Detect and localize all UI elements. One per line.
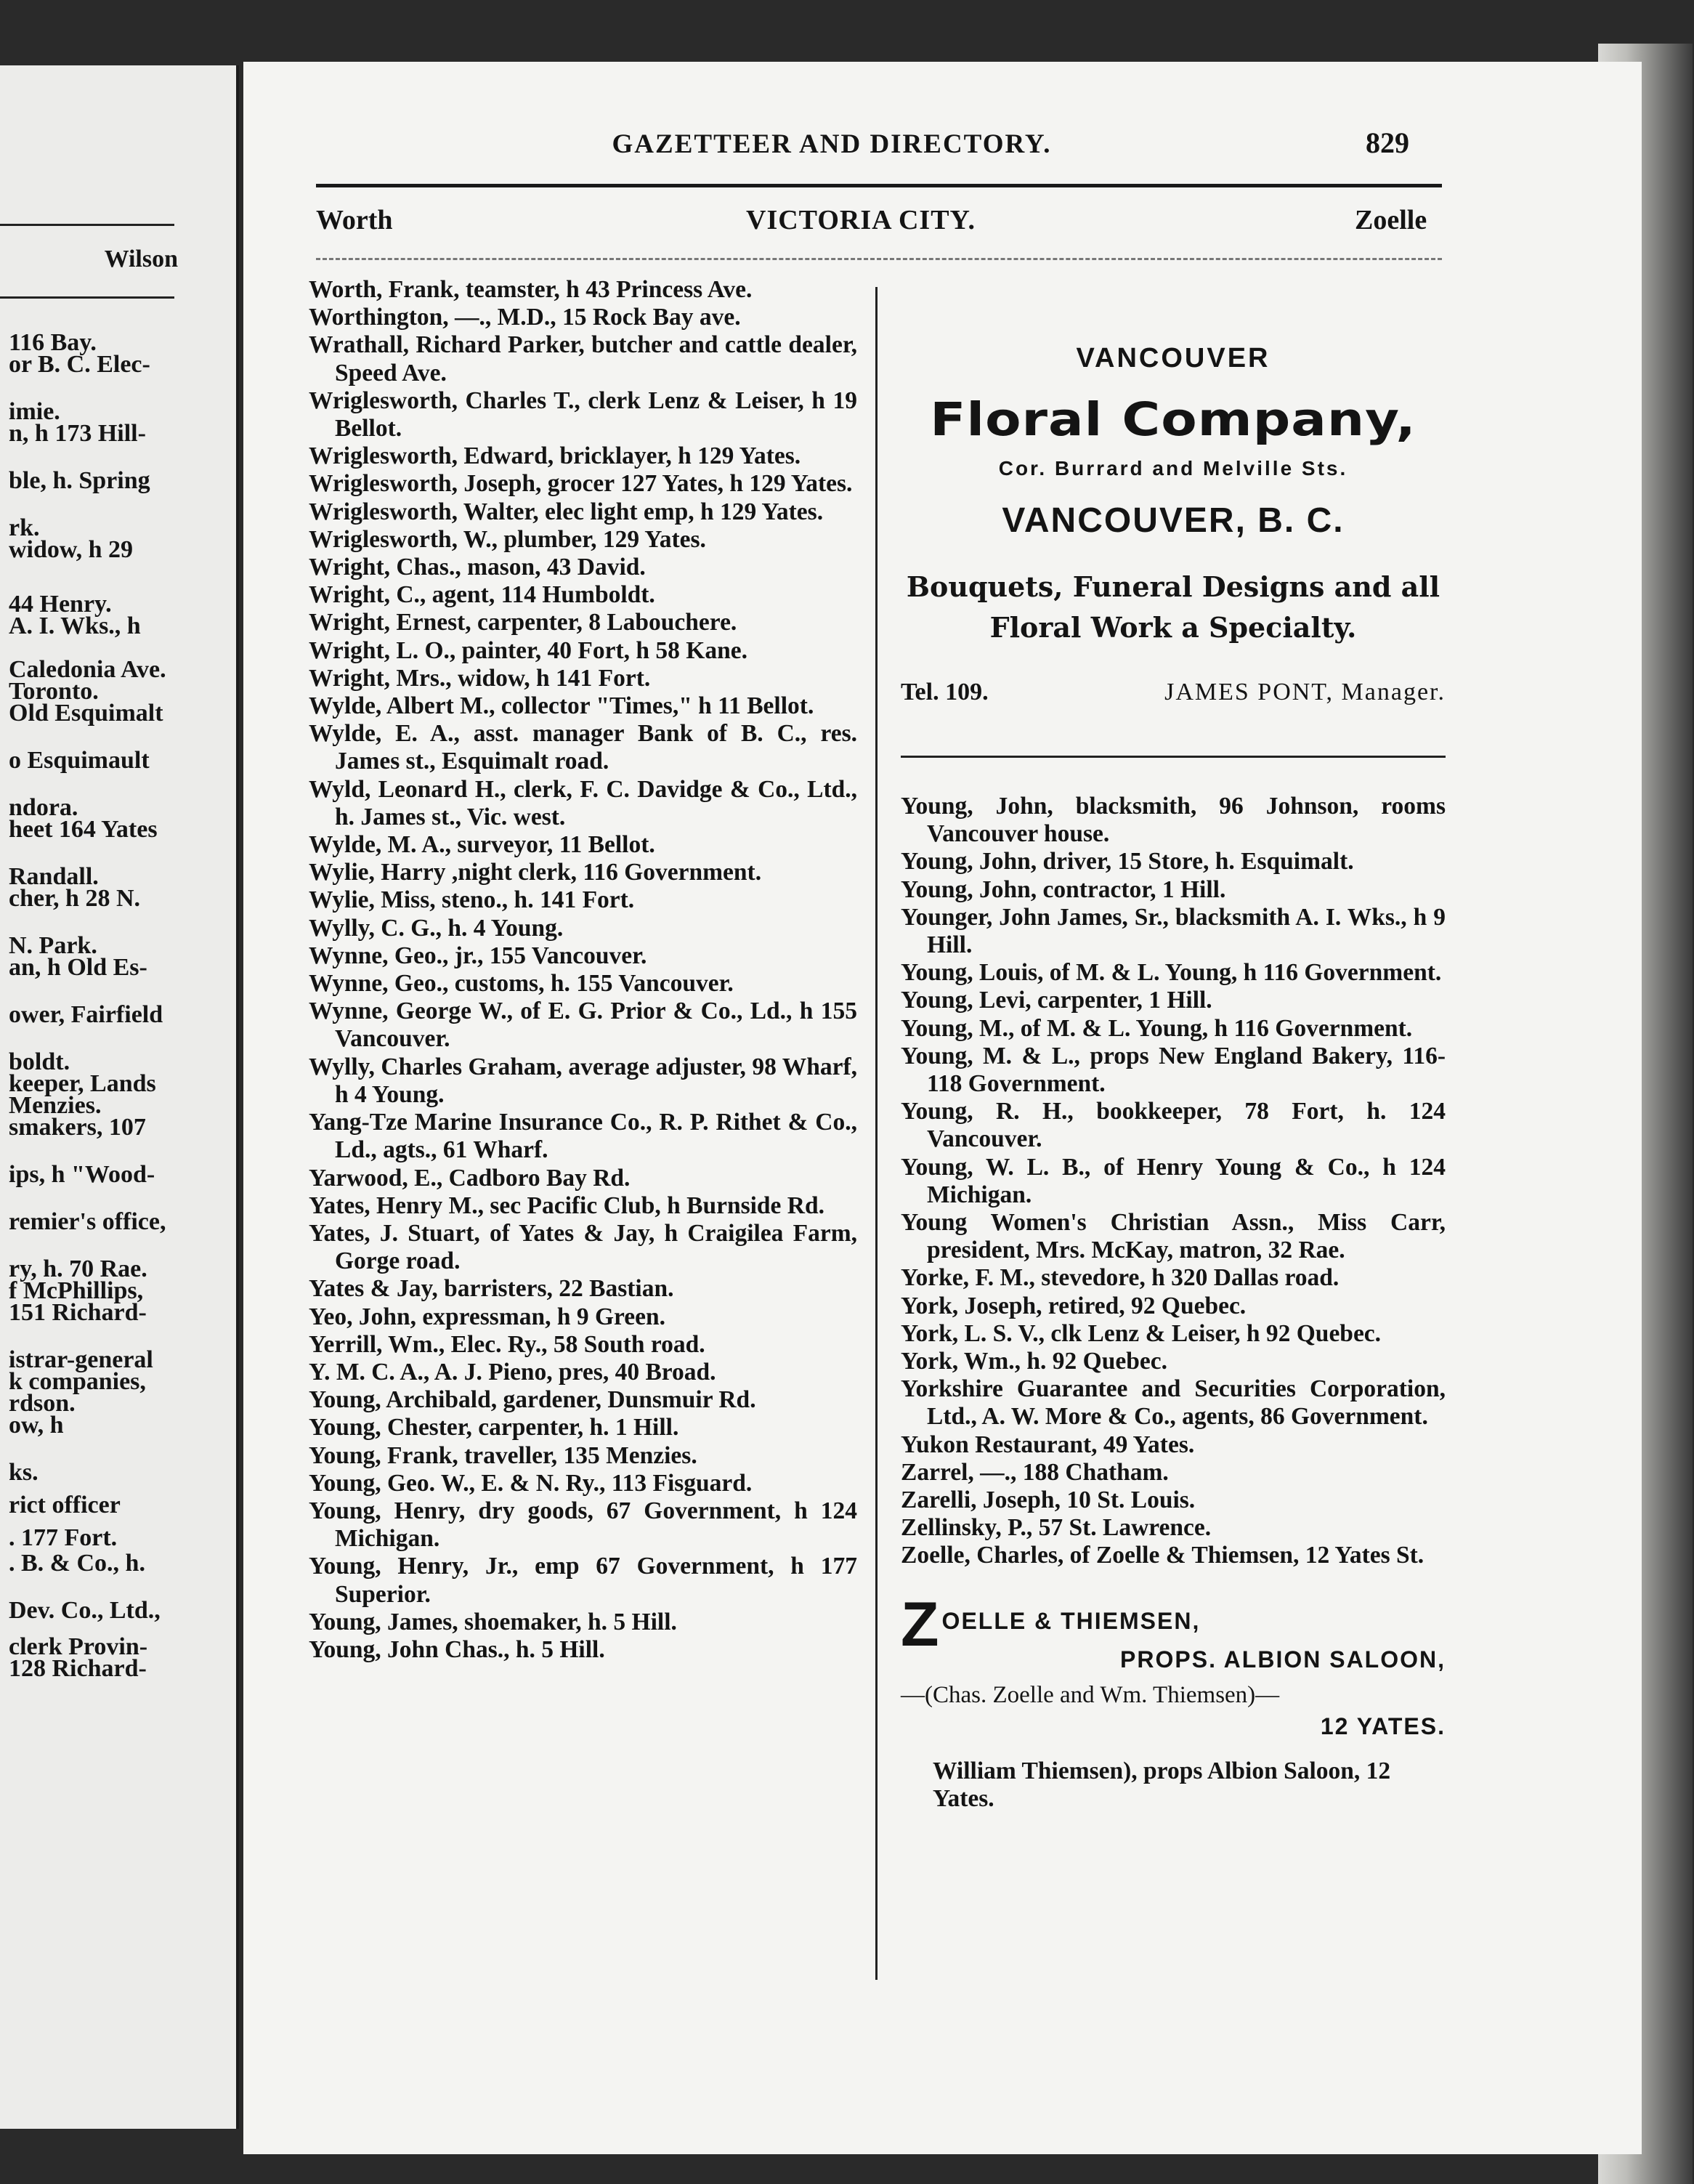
directory-entry: Wright, Chas., mason, 43 David. bbox=[309, 554, 646, 581]
left-page-fragment: n, h 173 Hill- bbox=[9, 420, 146, 447]
left-page-fragment: A. I. Wks., h bbox=[9, 612, 141, 639]
left-page-fragment: rdson. bbox=[9, 1390, 76, 1417]
directory-entry: Wylie, Miss, steno., h. 141 Fort. bbox=[309, 886, 635, 914]
left-page-fragment: Wilson bbox=[104, 246, 178, 272]
left-page-fragment: istrar-general bbox=[9, 1346, 153, 1373]
guide-word-right: Zoelle bbox=[1355, 205, 1427, 235]
left-facing-page bbox=[0, 65, 239, 2129]
directory-entry: Yates, Henry M., sec Pacific Club, h Burnside Rd. bbox=[309, 1192, 824, 1219]
directory-entry: Wriglesworth, Joseph, grocer 127 Yates, h 129 Yates. bbox=[309, 470, 853, 498]
left-page-fragment: heet 164 Yates bbox=[9, 816, 158, 843]
directory-entry: Yerrill, Wm., Elec. Ry., 58 South road. bbox=[309, 1330, 705, 1358]
directory-entry: Zarelli, Joseph, 10 St. Louis. bbox=[901, 1487, 1196, 1514]
ad-city-line: VANCOUVER, B. C. bbox=[1002, 501, 1345, 540]
directory-entry: Wright, C., agent, 114 Humboldt. bbox=[309, 581, 655, 609]
left-page-fragment: ips, h "Wood- bbox=[9, 1161, 155, 1188]
directory-entry: Yarwood, E., Cadboro Bay Rd. bbox=[309, 1164, 631, 1192]
directory-entry: Wylde, M. A., surveyor, 11 Bellot. bbox=[309, 831, 655, 859]
directory-entry: Zoelle, Charles, of Zoelle & Thiemsen, 12 Yates St. bbox=[901, 1542, 1424, 1569]
zt-initial-letter: Z bbox=[901, 1589, 939, 1659]
directory-entry: Wylde, E. A., asst. manager Bank of B. C., res. James st., Esquimalt road. bbox=[309, 720, 857, 775]
directory-page bbox=[243, 62, 1642, 2154]
left-page-fragment: ower, Fairfield bbox=[9, 1001, 163, 1028]
left-page-fragment: . 177 Fort. bbox=[9, 1524, 118, 1551]
left-page-fragment: Randall. bbox=[9, 863, 99, 890]
directory-entry: Yates, J. Stuart, of Yates & Jay, h Craigilea Farm, Gorge road. bbox=[309, 1219, 857, 1275]
left-page-fragment: 151 Richard- bbox=[9, 1299, 147, 1326]
directory-entry: Wynne, George W., of E. G. Prior & Co., Ld., h 155 Vancouver. bbox=[309, 998, 857, 1053]
directory-entry: Young, Louis, of M. & L. Young, h 116 Government. bbox=[901, 959, 1442, 987]
left-page-fragment: Caledonia Ave. bbox=[9, 656, 166, 683]
directory-entry: Wynne, Geo., jr., 155 Vancouver. bbox=[309, 942, 647, 969]
left-page-rule-second bbox=[0, 296, 174, 299]
left-page-fragment: Old Esquimalt bbox=[9, 700, 163, 727]
directory-entry: Young Women's Christian Assn., Miss Carr, president, Mrs. McKay, matron, 32 Rae. bbox=[901, 1209, 1446, 1264]
left-page-fragment: an, h Old Es- bbox=[9, 954, 147, 981]
directory-entry: Yang-Tze Marine Insurance Co., R. P. Rithet & Co., Ld., agts., 61 Wharf. bbox=[309, 1109, 857, 1164]
left-page-fragment: N. Park. bbox=[9, 932, 97, 959]
directory-entry: Younger, John James, Sr., blacksmith A. I. Wks., h 9 Hill. bbox=[901, 903, 1446, 959]
running-head: GAZETTEER AND DIRECTORY. bbox=[612, 129, 1052, 159]
zt-props: PROPS. ALBION SALOON, bbox=[1120, 1646, 1446, 1673]
left-column bbox=[309, 276, 857, 1664]
left-page-fragment: or B. C. Elec- bbox=[9, 351, 150, 378]
left-page-fragment: smakers, 107 bbox=[9, 1114, 146, 1141]
left-page-fragment: keeper, Lands bbox=[9, 1070, 156, 1097]
directory-entry: Yorkshire Guarantee and Securities Corporation, Ltd., A. W. More & Co., agents, 86 Government. bbox=[901, 1375, 1446, 1431]
left-page-fragment: ndora. bbox=[9, 794, 78, 821]
ad-specialty: Bouquets, Funeral Designs and all Floral Work a Specialty. bbox=[906, 570, 1440, 644]
directory-entry: Wriglesworth, Charles T., clerk Lenz & Leiser, h 19 Bellot. bbox=[309, 387, 857, 442]
directory-entry: York, Wm., h. 92 Quebec. bbox=[901, 1348, 1167, 1375]
left-page-rule-top bbox=[0, 224, 174, 226]
directory-entry: Young, R. H., bookkeeper, 78 Fort, h. 124 Vancouver. bbox=[901, 1098, 1446, 1153]
directory-entry: Young, John, contractor, 1 Hill. bbox=[901, 875, 1226, 903]
left-page-fragment: f McPhillips, bbox=[9, 1277, 144, 1304]
directory-entry: Wylie, Harry ,night clerk, 116 Government. bbox=[309, 859, 762, 886]
ad-separator-rule bbox=[901, 756, 1446, 758]
directory-entry: Wright, L. O., painter, 40 Fort, h 58 Kane. bbox=[309, 636, 747, 664]
directory-entry: Young, Chester, carpenter, h. 1 Hill. bbox=[309, 1414, 679, 1441]
left-page-fragment: Dev. Co., Ltd., bbox=[9, 1597, 161, 1624]
directory-entry: Zarrel, —., 188 Chatham. bbox=[901, 1458, 1169, 1486]
directory-entry: Worthington, —., M.D., 15 Rock Bay ave. bbox=[309, 304, 741, 331]
ad-telephone: Tel. 109. bbox=[901, 679, 989, 705]
directory-entry: Young, M. & L., props New England Bakery, 116-118 Government. bbox=[901, 1042, 1446, 1098]
column-divider bbox=[875, 287, 878, 1980]
directory-entry: Young, John, driver, 15 Store, h. Esquimalt. bbox=[901, 848, 1354, 875]
directory-entry: Wyld, Leonard H., clerk, F. C. Davidge & Co., Ltd., h. James st., Vic. west. bbox=[309, 775, 857, 830]
directory-entry: Young, Henry, dry goods, 67 Government, h 124 Michigan. bbox=[309, 1497, 857, 1553]
directory-entry: Young, Levi, carpenter, 1 Hill. bbox=[901, 987, 1212, 1014]
zt-title: OELLE & THIEMSEN, bbox=[941, 1607, 1201, 1634]
directory-entry: Young, W. L. B., of Henry Young & Co., h 124 Michigan. bbox=[901, 1153, 1446, 1208]
left-page-fragment: . B. & Co., h. bbox=[9, 1550, 145, 1577]
directory-entry: Y. M. C. A., A. J. Pieno, pres, 40 Broad. bbox=[309, 1358, 716, 1386]
left-page-fragment: clerk Provin- bbox=[9, 1633, 148, 1660]
directory-entry: Wriglesworth, Edward, bricklayer, h 129 Yates. bbox=[309, 442, 801, 470]
left-page-fragment: ks. bbox=[9, 1459, 38, 1486]
right-entries-list bbox=[901, 793, 1446, 1570]
header-rule bbox=[316, 184, 1442, 187]
zt-names: —(Chas. Zoelle and Wm. Thiemsen)— bbox=[901, 1681, 1280, 1708]
zoelle-thiemsen-heading bbox=[901, 1589, 1446, 1659]
left-page-fragment: rict officer bbox=[9, 1492, 121, 1518]
ad-city-heading: VANCOUVER bbox=[1076, 343, 1270, 373]
left-page-fragment: boldt. bbox=[9, 1048, 70, 1075]
directory-entry: Young, John Chas., h. 5 Hill. bbox=[309, 1635, 605, 1663]
zt-note: William Thiemsen), props Albion Saloon, 12 Yates. bbox=[933, 1757, 1391, 1812]
left-page-fragment: Toronto. bbox=[9, 678, 99, 705]
left-page-fragment: 44 Henry. bbox=[9, 591, 112, 618]
left-page-fragment: widow, h 29 bbox=[9, 536, 133, 563]
right-column bbox=[901, 283, 1446, 1813]
left-page-fragment: ble, h. Spring bbox=[9, 467, 150, 494]
left-page-fragment: 128 Richard- bbox=[9, 1655, 147, 1682]
left-page-fragment: remier's office, bbox=[9, 1208, 166, 1235]
left-page-fragment: 116 Bay. bbox=[9, 329, 97, 356]
ad-street-address: Cor. Burrard and Melville Sts. bbox=[998, 457, 1348, 480]
page-number: 829 bbox=[1366, 126, 1409, 159]
left-page-fragment: ry, h. 70 Rae. bbox=[9, 1255, 147, 1282]
directory-entry: Wylly, C. G., h. 4 Young. bbox=[309, 914, 564, 942]
directory-entry: Wriglesworth, W., plumber, 129 Yates. bbox=[309, 525, 706, 553]
left-page-fragment: imie. bbox=[9, 398, 60, 425]
directory-entry: York, Joseph, retired, 92 Quebec. bbox=[901, 1292, 1247, 1319]
subheader-rule bbox=[316, 258, 1442, 260]
directory-entry: Wylde, Albert M., collector "Times," h 11 Bellot. bbox=[309, 692, 814, 720]
guide-word-left: Worth bbox=[316, 205, 393, 235]
directory-entry: Zellinsky, P., 57 St. Lawrence. bbox=[901, 1514, 1212, 1542]
directory-entry: Yorke, F. M., stevedore, h 320 Dallas road. bbox=[901, 1264, 1340, 1292]
directory-entry: Wrathall, Richard Parker, butcher and cattle dealer, Speed Ave. bbox=[309, 331, 857, 387]
ad-manager: JAMES PONT, Manager. bbox=[1164, 679, 1446, 705]
directory-entry: Yeo, John, expressman, h 9 Green. bbox=[309, 1303, 666, 1330]
floral-company-advertisement bbox=[901, 343, 1446, 706]
directory-entry: Worth, Frank, teamster, h 43 Princess Ave. bbox=[309, 276, 753, 303]
directory-entry: Young, James, shoemaker, h. 5 Hill. bbox=[309, 1608, 677, 1635]
directory-entry: Young, Geo. W., E. & N. Ry., 113 Fisguard. bbox=[309, 1469, 753, 1497]
directory-entry: Yukon Restaurant, 49 Yates. bbox=[901, 1431, 1195, 1458]
directory-entry: Young, Frank, traveller, 135 Menzies. bbox=[309, 1441, 697, 1469]
directory-entry: Young, M., of M. & L. Young, h 116 Government. bbox=[901, 1014, 1413, 1042]
left-page-fragment: Menzies. bbox=[9, 1092, 102, 1119]
directory-entry: Wriglesworth, Walter, elec light emp, h 129 Yates. bbox=[309, 498, 824, 525]
directory-entry: Young, John, blacksmith, 96 Johnson, rooms Vancouver house. bbox=[901, 793, 1446, 848]
directory-entry: Wright, Mrs., widow, h 141 Fort. bbox=[309, 664, 651, 692]
left-page-fragment: cher, h 28 N. bbox=[9, 885, 141, 912]
directory-entry: Yates & Jay, barristers, 22 Bastian. bbox=[309, 1275, 674, 1303]
left-page-fragment: k companies, bbox=[9, 1368, 146, 1395]
directory-entry: Young, Archibald, gardener, Dunsmuir Rd. bbox=[309, 1386, 756, 1414]
directory-entry: Wright, Ernest, carpenter, 8 Labouchere. bbox=[309, 609, 737, 636]
left-page-fragment: o Esquimault bbox=[9, 747, 150, 774]
directory-entry: York, L. S. V., clk Lenz & Leiser, h 92 Quebec. bbox=[901, 1319, 1382, 1347]
ad-company-name: Floral Company, bbox=[930, 392, 1417, 446]
left-page-fragment: rk. bbox=[9, 514, 40, 541]
directory-entry: Young, Henry, Jr., emp 67 Government, h 177 Superior. bbox=[309, 1553, 857, 1608]
left-page-fragment: ow, h bbox=[9, 1412, 64, 1439]
directory-entry: Wylly, Charles Graham, average adjuster, 98 Wharf, h 4 Young. bbox=[309, 1053, 857, 1108]
zt-address: 12 YATES. bbox=[1320, 1712, 1446, 1739]
directory-entry: Wynne, Geo., customs, h. 155 Vancouver. bbox=[309, 970, 734, 998]
ad-contact-row bbox=[901, 679, 1446, 706]
section-title: VICTORIA CITY. bbox=[746, 205, 976, 235]
